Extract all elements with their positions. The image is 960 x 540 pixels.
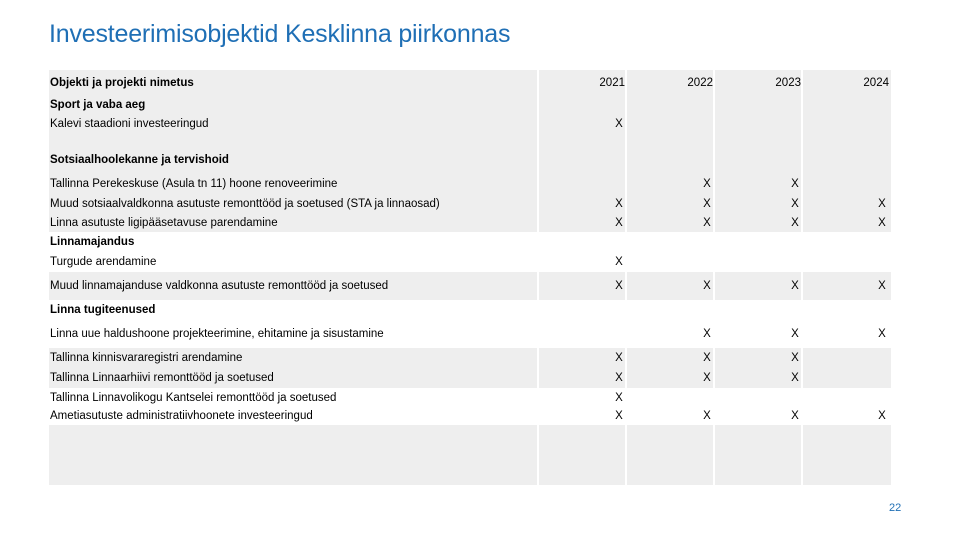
header-year-2021: 2021 xyxy=(599,76,625,89)
item-name: Tallinna kinnisvararegistri arendamine xyxy=(50,352,243,364)
mark-2021: X xyxy=(615,352,623,364)
empty-row xyxy=(49,465,891,485)
header-year-2024: 2024 xyxy=(863,76,889,89)
mark-2022: X xyxy=(703,410,711,422)
mark-2024: X xyxy=(878,280,886,292)
mark-2024 xyxy=(872,368,892,388)
section-row xyxy=(49,134,891,174)
mark-2024 xyxy=(872,425,892,445)
mark-2021: X xyxy=(615,256,623,268)
mark-2021: X xyxy=(615,372,623,384)
column-divider xyxy=(537,70,539,485)
mark-2024: X xyxy=(878,410,886,422)
mark-2024 xyxy=(872,348,892,368)
table-row xyxy=(49,368,891,388)
mark-2024 xyxy=(872,114,892,134)
table-row xyxy=(49,214,891,232)
item-name: Muud sotsiaalvaldkonna asutuste remonttööd ja soetused (STA ja linnaosad) xyxy=(50,198,440,210)
table-row xyxy=(49,272,891,300)
mark-2024 xyxy=(872,388,892,407)
mark-2024 xyxy=(872,465,892,485)
mark-2021: X xyxy=(615,391,623,404)
mark-2022: X xyxy=(703,280,711,292)
page-number: 22 xyxy=(889,502,902,514)
mark-2023: X xyxy=(791,280,799,292)
mark-2024: X xyxy=(878,328,886,340)
mark-2023: X xyxy=(791,328,799,340)
item-name: Kalevi staadioni investeeringud xyxy=(50,118,209,130)
section-label: Sotsiaalhoolekanne ja tervishoid xyxy=(50,154,229,166)
section-row xyxy=(49,232,891,252)
mark-2023: X xyxy=(791,410,799,422)
mark-2023: X xyxy=(791,198,799,210)
section-label: Sport ja vaba aeg xyxy=(50,98,146,111)
mark-2023: X xyxy=(791,352,799,364)
column-divider xyxy=(801,70,803,485)
header-year-2022: 2022 xyxy=(687,76,713,89)
item-name: Tallinna Linnaarhiivi remonttööd ja soetused xyxy=(50,372,274,384)
item-name: Turgude arendamine xyxy=(50,256,157,268)
table-row xyxy=(49,388,891,407)
header-name-cell: Objekti ja projekti nimetus xyxy=(50,76,194,89)
table-row xyxy=(49,348,891,368)
mark-2023: X xyxy=(791,217,799,229)
mark-2024 xyxy=(872,174,892,194)
item-name: Linna asutuste ligipääsetavuse parendamine xyxy=(50,217,278,229)
mark-2022: X xyxy=(703,178,711,190)
mark-2022: X xyxy=(703,217,711,229)
item-name: Muud linnamajanduse valdkonna asutuste remonttööd ja soetused xyxy=(50,280,389,292)
mark-2021: X xyxy=(615,118,623,130)
table-row xyxy=(49,320,891,348)
section-row xyxy=(49,95,891,114)
mark-2023: X xyxy=(791,178,799,190)
table-header-row xyxy=(49,70,891,95)
column-divider xyxy=(713,70,715,485)
mark-2021: X xyxy=(615,280,623,292)
item-name: Ametiasutuste administratiivhoonete investeeringud xyxy=(50,410,313,422)
table-row xyxy=(49,174,891,194)
section-label: Linna tugiteenused xyxy=(50,304,156,316)
section-row xyxy=(49,300,891,320)
mark-2022: X xyxy=(703,328,711,340)
item-name: Tallinna Perekeskuse (Asula tn 11) hoone renoveerimine xyxy=(50,178,338,190)
item-name: Linna uue haldushoone projekteerimine, ehitamine ja sisustamine xyxy=(50,328,384,340)
mark-2024 xyxy=(872,445,892,465)
mark-2021: X xyxy=(615,410,623,422)
empty-row xyxy=(49,445,891,465)
mark-2022: X xyxy=(703,352,711,364)
mark-2022: X xyxy=(703,372,711,384)
table-row xyxy=(49,407,891,425)
table-row xyxy=(49,114,891,134)
investment-table xyxy=(49,70,891,485)
mark-2024: X xyxy=(878,198,886,210)
item-name: Tallinna Linnavolikogu Kantselei remonttööd ja soetused xyxy=(50,391,337,404)
mark-2021: X xyxy=(615,217,623,229)
mark-2024: X xyxy=(878,217,886,229)
table-row xyxy=(49,252,891,272)
mark-2023: X xyxy=(791,372,799,384)
column-divider xyxy=(625,70,627,485)
mark-2022: X xyxy=(703,198,711,210)
table-row xyxy=(49,194,891,214)
header-year-2023: 2023 xyxy=(775,76,801,89)
mark-2024 xyxy=(872,252,892,272)
mark-2021: X xyxy=(615,198,623,210)
empty-row xyxy=(49,425,891,445)
section-label: Linnamajandus xyxy=(50,236,135,248)
slide-title: Investeerimisobjektid Kesklinna piirkonnas xyxy=(49,20,511,48)
